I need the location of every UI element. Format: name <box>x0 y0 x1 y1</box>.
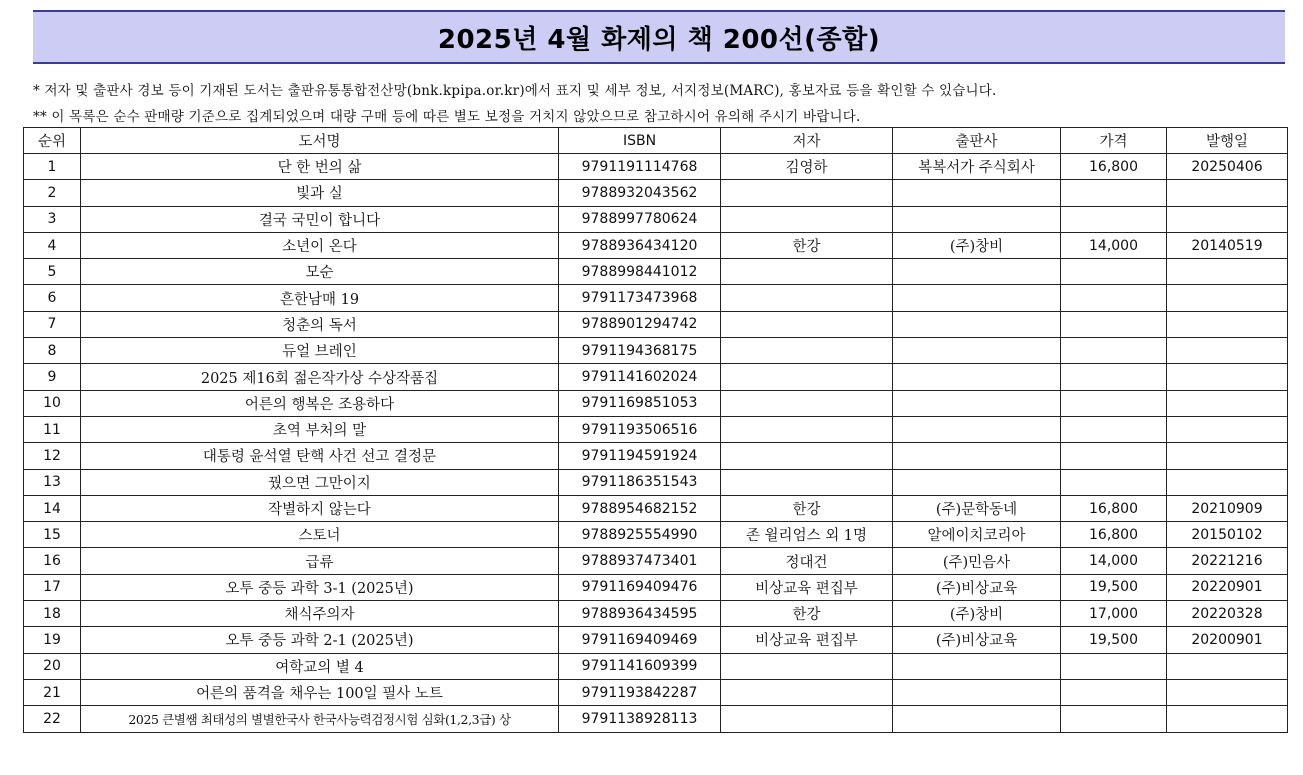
cell-price <box>1061 469 1167 495</box>
cell-date <box>1167 338 1288 364</box>
title-bar <box>33 10 1285 64</box>
cell-publisher <box>893 364 1061 390</box>
cell-date <box>1167 443 1288 469</box>
table-row <box>24 469 1288 495</box>
cell-date <box>1167 416 1288 442</box>
cell-publisher <box>893 653 1061 679</box>
cell-publisher <box>893 285 1061 311</box>
cell-author <box>721 706 893 732</box>
cell-price: 17,000 <box>1061 601 1167 627</box>
cell-author: 비상교육 편집부 <box>721 574 893 600</box>
cell-isbn: 9788932043562 <box>559 180 721 206</box>
cell-isbn: 9791169409469 <box>559 627 721 653</box>
table-header-row <box>24 128 1288 154</box>
cell-title: 채식주의자 <box>81 601 559 627</box>
cell-date: 20250406 <box>1167 154 1288 180</box>
cell-author <box>721 416 893 442</box>
cell-price: 14,000 <box>1061 232 1167 258</box>
cell-publisher <box>893 416 1061 442</box>
cell-author: 존 윌리엄스 외 1명 <box>721 522 893 548</box>
col-header-author: 저자 <box>721 128 893 154</box>
cell-author <box>721 259 893 285</box>
cell-price: 16,800 <box>1061 495 1167 521</box>
cell-date <box>1167 285 1288 311</box>
cell-author: 김영하 <box>721 154 893 180</box>
cell-publisher <box>893 259 1061 285</box>
cell-title: 작별하지 않는다 <box>81 495 559 521</box>
cell-isbn: 9788901294742 <box>559 311 721 337</box>
cell-date <box>1167 206 1288 232</box>
cell-publisher <box>893 311 1061 337</box>
cell-author <box>721 206 893 232</box>
cell-author <box>721 390 893 416</box>
cell-author <box>721 364 893 390</box>
cell-rank: 19 <box>24 627 81 653</box>
cell-publisher: 알에이치코리아 <box>893 522 1061 548</box>
cell-rank: 12 <box>24 443 81 469</box>
cell-rank: 5 <box>24 259 81 285</box>
table-row <box>24 679 1288 705</box>
cell-publisher: (주)비상교육 <box>893 627 1061 653</box>
cell-publisher: (주)창비 <box>893 601 1061 627</box>
cell-date: 20221216 <box>1167 548 1288 574</box>
table-row <box>24 443 1288 469</box>
cell-date: 20200901 <box>1167 627 1288 653</box>
cell-publisher: (주)비상교육 <box>893 574 1061 600</box>
cell-rank: 21 <box>24 679 81 705</box>
col-header-publisher: 출판사 <box>893 128 1061 154</box>
cell-isbn: 9788925554990 <box>559 522 721 548</box>
cell-price <box>1061 206 1167 232</box>
cell-isbn: 9788954682152 <box>559 495 721 521</box>
table-row <box>24 180 1288 206</box>
note-disclaimer: ** 이 목록은 순수 판매량 기준으로 집계되었으며 대량 구매 등에 따른 별도 보정을 거치지 않았으므로 참고하시어 유의해 주시기 바랍니다. <box>33 109 861 125</box>
cell-date: 20220328 <box>1167 601 1288 627</box>
table-row <box>24 495 1288 521</box>
cell-publisher: (주)문학동네 <box>893 495 1061 521</box>
cell-title: 오투 중등 과학 3-1 (2025년) <box>81 574 559 600</box>
cell-author <box>721 285 893 311</box>
cell-publisher: 복복서가 주식회사 <box>893 154 1061 180</box>
col-header-date: 발행일 <box>1167 128 1288 154</box>
cell-author <box>721 653 893 679</box>
table-row <box>24 627 1288 653</box>
cell-author <box>721 469 893 495</box>
book-table <box>23 127 1288 733</box>
cell-isbn: 9788936434595 <box>559 601 721 627</box>
cell-isbn: 9791194368175 <box>559 338 721 364</box>
cell-rank: 8 <box>24 338 81 364</box>
cell-author <box>721 443 893 469</box>
cell-isbn: 9791191114768 <box>559 154 721 180</box>
cell-price <box>1061 416 1167 442</box>
cell-author: 비상교육 편집부 <box>721 627 893 653</box>
cell-author <box>721 679 893 705</box>
cell-publisher <box>893 706 1061 732</box>
cell-date <box>1167 653 1288 679</box>
cell-date: 20150102 <box>1167 522 1288 548</box>
cell-title: 단 한 번의 삶 <box>81 154 559 180</box>
cell-rank: 13 <box>24 469 81 495</box>
cell-date <box>1167 180 1288 206</box>
cell-rank: 17 <box>24 574 81 600</box>
cell-price: 16,800 <box>1061 522 1167 548</box>
cell-isbn: 9791169851053 <box>559 390 721 416</box>
table-row <box>24 364 1288 390</box>
cell-rank: 18 <box>24 601 81 627</box>
cell-isbn: 9788997780624 <box>559 206 721 232</box>
cell-price <box>1061 390 1167 416</box>
table-row <box>24 706 1288 732</box>
cell-title: 빛과 실 <box>81 180 559 206</box>
cell-rank: 20 <box>24 653 81 679</box>
cell-title: 2025 제16회 젊은작가상 수상작품집 <box>81 364 559 390</box>
table-row <box>24 601 1288 627</box>
cell-rank: 1 <box>24 154 81 180</box>
cell-title: 꿨으면 그만이지 <box>81 469 559 495</box>
cell-author: 한강 <box>721 601 893 627</box>
cell-rank: 10 <box>24 390 81 416</box>
cell-publisher <box>893 338 1061 364</box>
table-row <box>24 574 1288 600</box>
cell-date <box>1167 679 1288 705</box>
table-row <box>24 653 1288 679</box>
cell-isbn: 9788937473401 <box>559 548 721 574</box>
cell-isbn: 9791194591924 <box>559 443 721 469</box>
cell-isbn: 9791169409476 <box>559 574 721 600</box>
cell-title: 대통령 윤석열 탄핵 사건 선고 결정문 <box>81 443 559 469</box>
cell-price <box>1061 259 1167 285</box>
cell-isbn: 9791141602024 <box>559 364 721 390</box>
cell-publisher <box>893 206 1061 232</box>
cell-price <box>1061 443 1167 469</box>
table-row <box>24 390 1288 416</box>
cell-date: 20210909 <box>1167 495 1288 521</box>
table-row <box>24 338 1288 364</box>
cell-title: 모순 <box>81 259 559 285</box>
cell-isbn: 9788936434120 <box>559 232 721 258</box>
note-info: * 저자 및 출판사 경보 등이 기재된 도서는 출판유통통합전산망(bnk.kpipa.or.kr)에서 표지 및 세부 정보, 서지정보(MARC), 홍보자료 등을 확인할 수 있습니다. <box>33 83 997 99</box>
cell-rank: 2 <box>24 180 81 206</box>
cell-title: 청춘의 독서 <box>81 311 559 337</box>
cell-title: 소년이 온다 <box>81 232 559 258</box>
col-header-isbn: ISBN <box>559 128 721 154</box>
cell-date <box>1167 364 1288 390</box>
cell-author <box>721 180 893 206</box>
cell-date <box>1167 311 1288 337</box>
cell-price <box>1061 180 1167 206</box>
cell-rank: 9 <box>24 364 81 390</box>
cell-price <box>1061 364 1167 390</box>
cell-publisher: (주)창비 <box>893 232 1061 258</box>
cell-author: 한강 <box>721 495 893 521</box>
cell-date: 20140519 <box>1167 232 1288 258</box>
cell-rank: 14 <box>24 495 81 521</box>
cell-isbn: 9791186351543 <box>559 469 721 495</box>
cell-isbn: 9791141609399 <box>559 653 721 679</box>
cell-publisher <box>893 443 1061 469</box>
cell-isbn: 9788998441012 <box>559 259 721 285</box>
cell-author <box>721 311 893 337</box>
cell-isbn: 9791193842287 <box>559 679 721 705</box>
col-header-price: 가격 <box>1061 128 1167 154</box>
cell-publisher: (주)민음사 <box>893 548 1061 574</box>
cell-title: 결국 국민이 합니다 <box>81 206 559 232</box>
cell-price <box>1061 311 1167 337</box>
cell-rank: 16 <box>24 548 81 574</box>
cell-rank: 4 <box>24 232 81 258</box>
col-header-title: 도서명 <box>81 128 559 154</box>
cell-date: 20220901 <box>1167 574 1288 600</box>
table-row <box>24 522 1288 548</box>
cell-rank: 11 <box>24 416 81 442</box>
table-row <box>24 232 1288 258</box>
cell-rank: 7 <box>24 311 81 337</box>
cell-price <box>1061 285 1167 311</box>
cell-title: 듀얼 브레인 <box>81 338 559 364</box>
cell-title: 초역 부처의 말 <box>81 416 559 442</box>
cell-isbn: 9791173473968 <box>559 285 721 311</box>
table-row <box>24 206 1288 232</box>
cell-title: 오투 중등 과학 2-1 (2025년) <box>81 627 559 653</box>
cell-publisher <box>893 679 1061 705</box>
cell-date <box>1167 390 1288 416</box>
cell-price <box>1061 706 1167 732</box>
cell-rank: 22 <box>24 706 81 732</box>
cell-publisher <box>893 180 1061 206</box>
table-row <box>24 259 1288 285</box>
cell-isbn: 9791193506516 <box>559 416 721 442</box>
cell-date <box>1167 706 1288 732</box>
page-title: 2025년 4월 화제의 책 200선(종합) <box>437 24 881 55</box>
cell-title: 여학교의 별 4 <box>81 653 559 679</box>
cell-title: 어른의 품격을 채우는 100일 필사 노트 <box>81 679 559 705</box>
table-body <box>24 154 1288 733</box>
cell-author: 정대건 <box>721 548 893 574</box>
cell-rank: 3 <box>24 206 81 232</box>
table-row <box>24 285 1288 311</box>
cell-title: 어른의 행복은 조용하다 <box>81 390 559 416</box>
cell-isbn: 9791138928113 <box>559 706 721 732</box>
cell-date <box>1167 259 1288 285</box>
col-header-rank: 순위 <box>24 128 81 154</box>
cell-title: 급류 <box>81 548 559 574</box>
cell-title: 흔한남매 19 <box>81 285 559 311</box>
table-row <box>24 311 1288 337</box>
cell-publisher <box>893 469 1061 495</box>
cell-date <box>1167 469 1288 495</box>
table-row <box>24 154 1288 180</box>
cell-rank: 6 <box>24 285 81 311</box>
cell-title: 스토너 <box>81 522 559 548</box>
cell-price: 19,500 <box>1061 627 1167 653</box>
cell-price <box>1061 653 1167 679</box>
cell-price <box>1061 679 1167 705</box>
table-row <box>24 548 1288 574</box>
cell-price: 14,000 <box>1061 548 1167 574</box>
cell-rank: 15 <box>24 522 81 548</box>
cell-price: 19,500 <box>1061 574 1167 600</box>
cell-publisher <box>893 390 1061 416</box>
cell-author <box>721 338 893 364</box>
table-row <box>24 416 1288 442</box>
cell-price <box>1061 338 1167 364</box>
cell-title: 2025 큰별쌤 최태성의 별별한국사 한국사능력검정시험 심화(1,2,3급) 상 <box>81 706 559 732</box>
cell-price: 16,800 <box>1061 154 1167 180</box>
cell-author: 한강 <box>721 232 893 258</box>
